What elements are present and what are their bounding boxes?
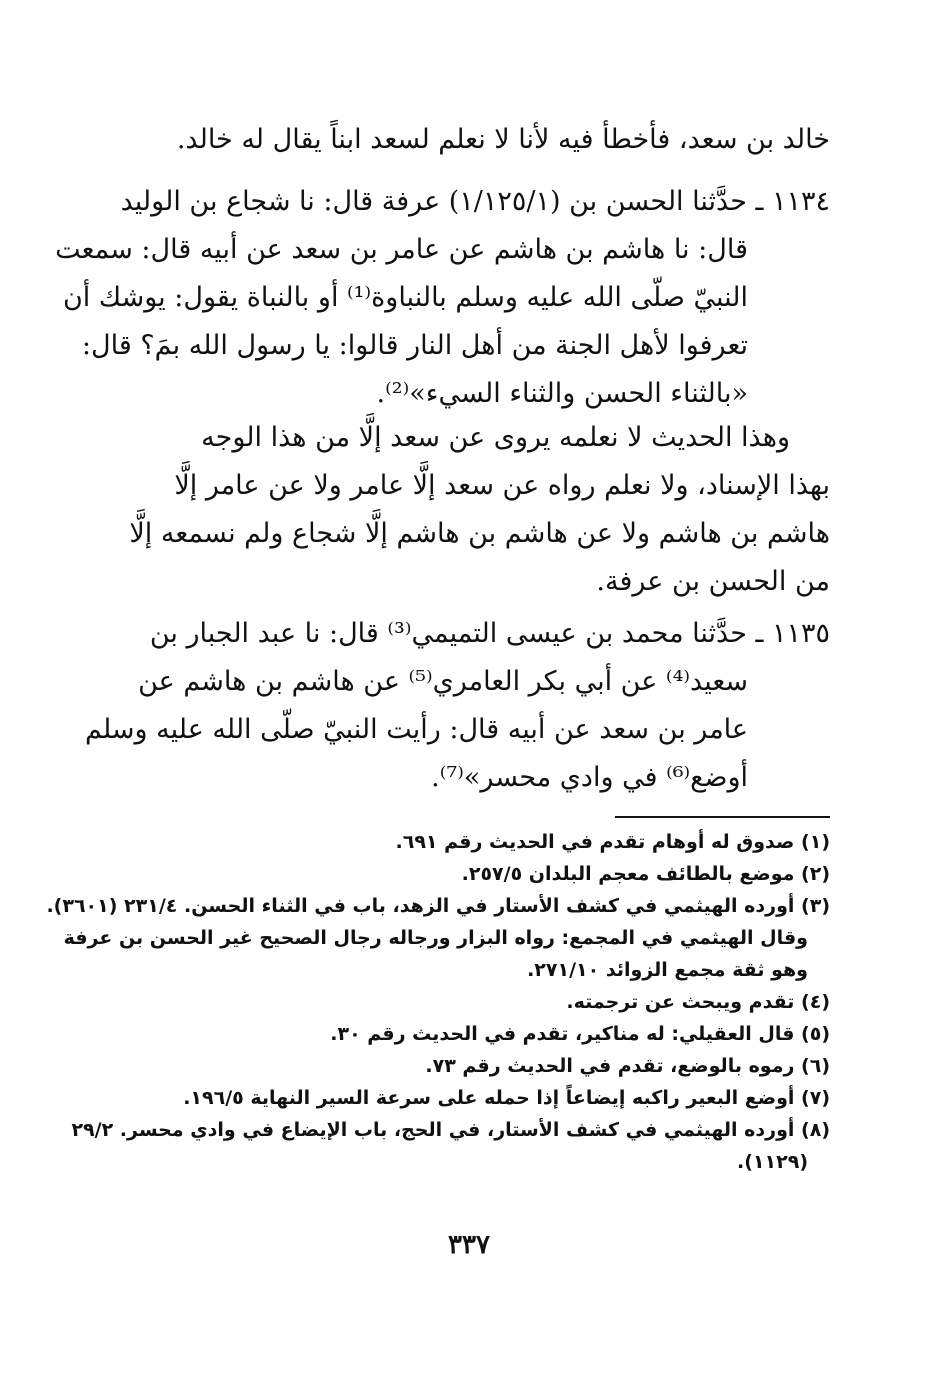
- hadith-line: عامر بن سعد عن أبيه قال: رأيت النبيّ صلّى الله عليه وسلم: [85, 714, 748, 745]
- footnote-continuation: وهو ثقة مجمع الزوائد ٢٧١/١٠.: [527, 959, 808, 981]
- commentary-paragraph: [130, 414, 830, 606]
- hadith-line: «بالثناء الحسن والثناء السيء»⁽²⁾.: [376, 378, 748, 409]
- hadith-1135: [85, 610, 830, 802]
- hadith-1134: [55, 178, 830, 418]
- footnotes: [46, 826, 830, 1178]
- footnote: (١) صدوق له أوهام تقدم في الحديث رقم ٦٩١.: [395, 831, 830, 853]
- commentary-line: بهذا الإسناد، ولا نعلم رواه عن سعد إلَّا عامر ولا عن عامر إلَّا: [174, 470, 830, 501]
- hadith-line: أوضع⁽⁶⁾ في وادي محسر»⁽⁷⁾.: [431, 762, 748, 793]
- footnote-continuation: (١١٢٩).: [737, 1151, 808, 1173]
- hadith-line: ١١٣٥ ـ حدَّثنا محمد بن عيسى التميمي⁽³⁾ قال: نا عبد الجبار بن: [149, 618, 830, 649]
- hadith-line: سعيد⁽⁴⁾ عن أبي بكر العامري⁽⁵⁾ عن هاشم بن هاشم عن: [138, 666, 748, 697]
- commentary-line: وهذا الحديث لا نعلمه يروى عن سعد إلَّا من هذا الوجه: [201, 422, 790, 453]
- footnote: (٢) موضع بالطائف معجم البلدان ٢٥٧/٥.: [461, 863, 830, 885]
- hadith-line: ١١٣٤ ـ حدَّثنا الحسن بن (١/١٢٥/١) عرفة قال: نا شجاع بن الوليد: [120, 186, 830, 217]
- footnote: (٤) تقدم ويبحث عن ترجمته.: [566, 991, 830, 1013]
- footnote: (٣) أورده الهيثمي في كشف الأستار في الزهد، باب في الثناء الحسن. ٢٣١/٤ (٣٦٠١).: [46, 895, 830, 917]
- hadith-line: قال: نا هاشم بن هاشم عن عامر بن سعد عن أبيه قال: سمعت: [55, 234, 748, 265]
- footnote-divider: [615, 816, 830, 818]
- commentary-line: من الحسن بن عرفة.: [596, 566, 830, 597]
- page-number: ٣٣٧: [448, 1230, 490, 1260]
- footnote: (٥) قال العقيلي: له مناكير، تقدم في الحديث رقم ٣٠.: [330, 1023, 830, 1045]
- footnote: (٧) أوضع البعير راكبه إيضاعاً إذا حمله على سرعة السير النهاية ١٩٦/٥.: [183, 1087, 830, 1109]
- footnote: (٨) أورده الهيثمي في كشف الأستار، في الحج، باب الإيضاع في وادي محسر. ٢٩/٢: [71, 1119, 830, 1141]
- footnote-continuation: وقال الهيثمي في المجمع: رواه البزار ورجاله رجال الصحيح غير الحسن بن عرفة: [63, 927, 808, 949]
- hadith-line: النبيّ صلّى الله عليه وسلم بالنباوة⁽¹⁾ أو بالنباة يقول: يوشك أن: [62, 282, 748, 313]
- text-line: خالد بن سعد، فأخطأ فيه لأنا لا نعلم لسعد ابناً يقال له خالد.: [176, 124, 830, 155]
- footnote: (٦) رموه بالوضع، تقدم في الحديث رقم ٧٣.: [425, 1055, 830, 1077]
- hadith-line: تعرفوا لأهل الجنة من أهل النار قالوا: يا رسول الله بمَ؟ قال:: [81, 330, 748, 361]
- continuation-text: [130, 116, 830, 164]
- commentary-line: هاشم بن هاشم ولا عن هاشم بن هاشم إلَّا شجاع ولم نسمعه إلَّا: [129, 518, 830, 549]
